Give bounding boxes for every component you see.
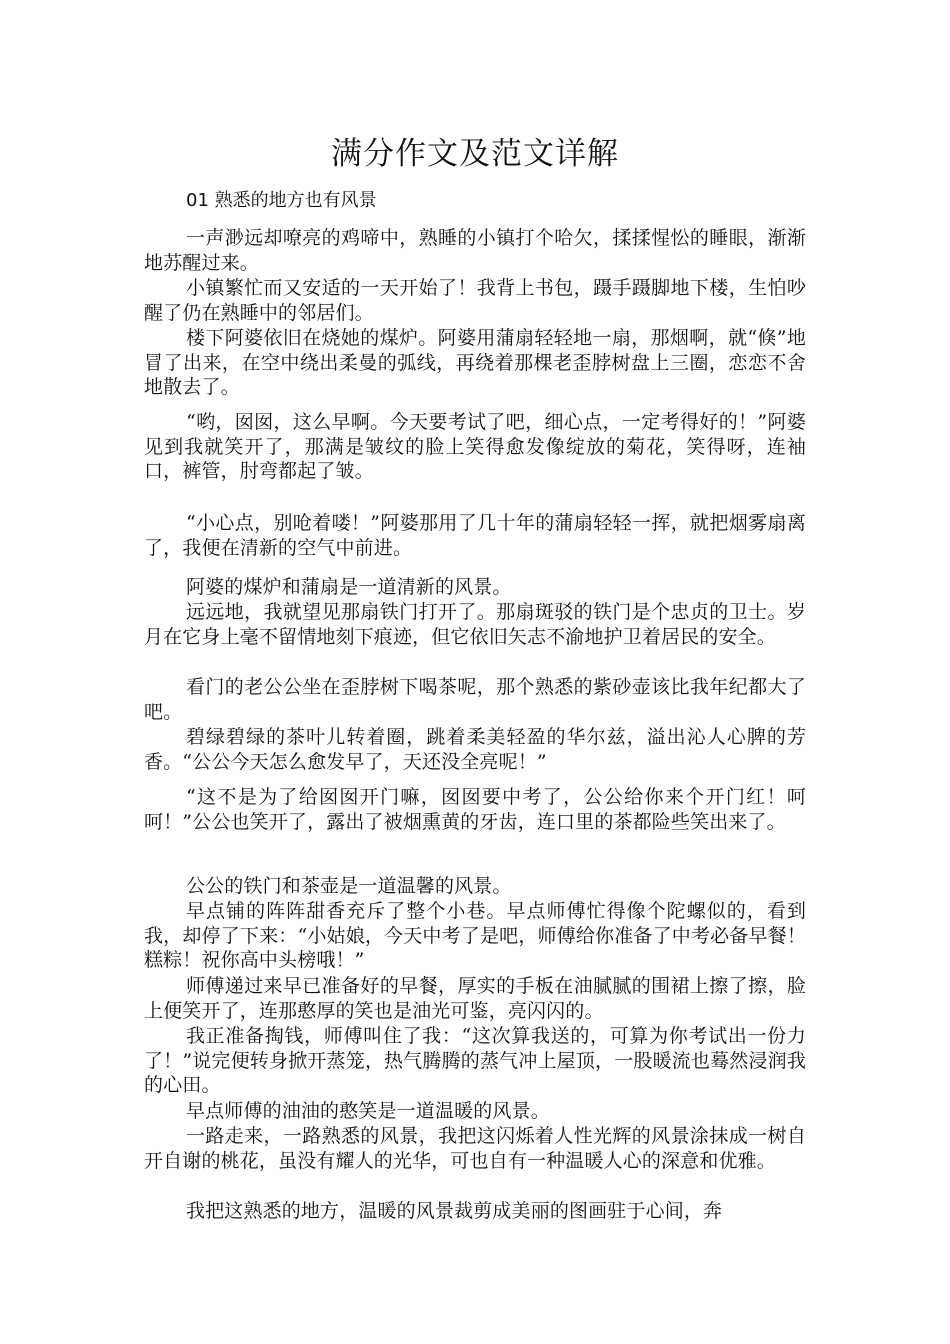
essay-title: 01 熟悉的地方也有风景	[186, 190, 377, 211]
paragraph: 一声渺远却嘹亮的鸡啼中，熟睡的小镇打个哈欠，揉揉惺忪的睡眼，渐渐地苏醒过来。	[144, 227, 806, 274]
document-title: 满分作文及范文详解	[331, 136, 619, 172]
paragraph: 远远地，我就望见那扇铁门打开了。那扇斑驳的铁门是个忠贞的卫士。岁月在它身上毫不留情地刻下痕迹，但它依旧矢志不渝地护卫着居民的安全。	[144, 601, 806, 648]
paragraph: 早点师傅的油油的憨笑是一道温暖的风景。	[186, 1100, 550, 1122]
paragraph: 早点铺的阵阵甜香充斥了整个小巷。早点师傅忙得像个陀螺似的，看到我，却停了下来：“小姑娘，今天中考了是吧，师傅给你准备了中考必备早餐！糕粽！祝你高中头榜哦！”	[144, 900, 806, 971]
paragraph: 碧绿碧绿的茶叶儿转着圈，跳着柔美轻盈的华尔兹，溢出沁人心脾的芳香。“公公今天怎么愈发早了，天还没全亮呢！”	[144, 726, 806, 773]
paragraph: 看门的老公公坐在歪脖树下喝茶呢，那个熟悉的紫砂壶该比我年纪都大了吧。	[144, 676, 806, 723]
paragraph: “哟，囡囡，这么早啊。今天要考试了吧，细心点，一定考得好的！”阿婆见到我就笑开了，那满是皱纹的脸上笑得愈发像绽放的菊花，笑得呀，连袖口，裤管，肘弯都起了皱。	[144, 411, 806, 482]
paragraph: 我把这熟悉的地方，温暖的风景裁剪成美丽的图画驻于心间，奔	[186, 1200, 723, 1222]
paragraph: 公公的铁门和茶壶是一道温馨的风景。	[186, 875, 512, 897]
paragraph: 小镇繁忙而又安适的一天开始了！我背上书包，蹑手蹑脚地下楼，生怕吵醒了仍在熟睡中的邻居们。	[144, 277, 806, 324]
paragraph: 楼下阿婆依旧在烧她的煤炉。阿婆用蒲扇轻轻地一扇，那烟啊，就“倏”地冒了出来，在空中绕出柔曼的弧线，再绕着那棵老歪脖树盘上三圈，恋恋不舍地散去了。	[144, 327, 806, 398]
paragraph: 一路走来，一路熟悉的风景，我把这闪烁着人性光辉的风景涂抹成一树自开自谢的桃花，虽没有耀人的光华，可也自有一种温暖人心的深意和优雅。	[144, 1125, 806, 1172]
paragraph: 我正准备掏钱，师傅叫住了我：“这次算我送的，可算为你考试出一份力了！”说完便转身掀开蒸笼，热气腾腾的蒸气冲上屋顶，一股暖流也蓦然浸润我的心田。	[144, 1025, 806, 1096]
paragraph: 阿婆的煤炉和蒲扇是一道清新的风景。	[186, 576, 512, 598]
paragraph: “小心点，别呛着喽！”阿婆那用了几十年的蒲扇轻轻一挥，就把烟雾扇离了，我便在清新的空气中前进。	[144, 512, 806, 559]
paragraph: “这不是为了给囡囡开门嘛，囡囡要中考了，公公给你来个开门红！呵呵！”公公也笑开了，露出了被烟熏黄的牙齿，连口里的茶都险些笑出来了。	[144, 786, 806, 833]
paragraph: 师傅递过来早已准备好的早餐，厚实的手板在油腻腻的围裙上擦了擦，脸上便笑开了，连那憨厚的笑也是油光可鉴，亮闪闪的。	[144, 975, 806, 1022]
